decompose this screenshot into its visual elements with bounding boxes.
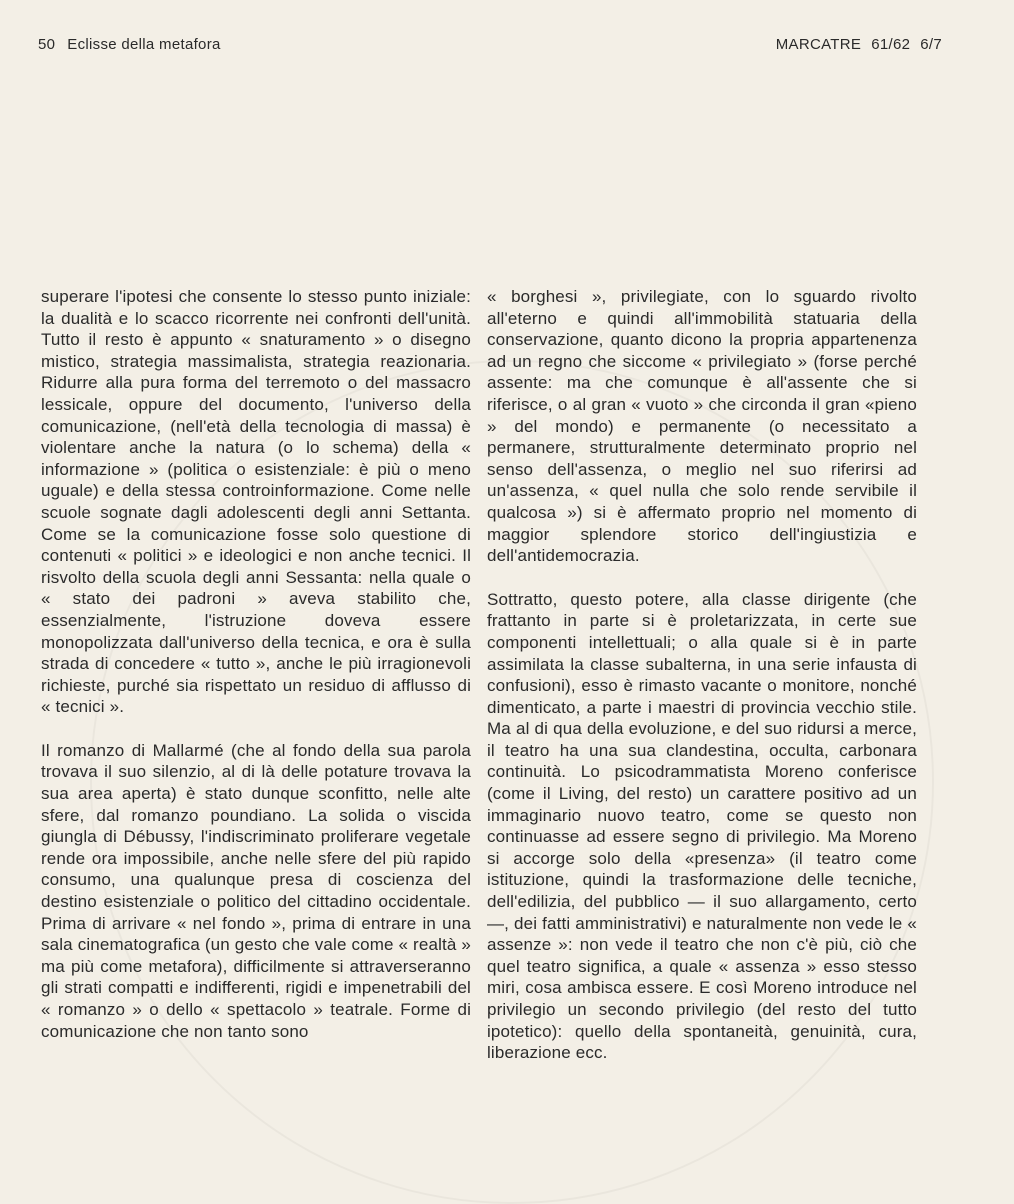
running-header-left bbox=[38, 36, 233, 53]
text-column-left bbox=[41, 286, 471, 1042]
text-column-right bbox=[487, 286, 917, 1064]
paragraph: Il romanzo di Mallarmé (che al fondo della sua parola trovava il suo silenzio, al di là delle potature trovava la sua area aperta) è stato dunque sconfitto, nelle alte sfere, dal romanzo poundiano. La solida o viscida giungla di Débussy, l'indiscriminato proliferare vegetale rende ora impossibile, anche nelle sfere del più rapido consumo, una qualunque presa di coscienza del destino esistenziale o politico del cittadino occidentale. Prima di arrivare « nel fondo », prima di entrare in una sala cinematografica (un gesto che vale come « realtà » ma più come metafora), difficilmente si attraverseranno gli strati compatti e indifferenti, rigidi e impenetrabili del « romanzo » o dello « spettacolo » teatrale. Forme di comunicazione che non tanto sono bbox=[41, 740, 471, 1041]
journal-name: MARCATRE bbox=[775, 36, 862, 53]
section-title: Eclisse della metafora bbox=[67, 36, 221, 53]
issue-sub-number: 6/7 bbox=[920, 36, 942, 53]
issue-number: 61/62 bbox=[871, 36, 911, 53]
paragraph: « borghesi », privilegiate, con lo sguardo rivolto all'eterno e quindi all'immobilità statuaria della conservazione, quanto dicono la propria appartenenza ad un regno che siccome « privilegiato » (forse perché assente: ma che comunque è all'assente che si riferisce, o al gran « vuoto » che circonda il gran «pieno » del mondo) e permanente (o necessitato a permanere, strutturalmente determinato proprio nel senso dell'assenza, o meglio nel suo riferirsi ad un'assenza, « quel nulla che solo rende servibile il qualcosa ») si è affermato proprio nel momento di maggior splendore storico dell'ingiustizia e dell'antidemocrazia. bbox=[487, 287, 917, 566]
page-number: 50 bbox=[38, 36, 56, 53]
paragraph: superare l'ipotesi che consente lo stesso punto iniziale: la dualità e lo scacco ricorrente nei confronti dell'unità. Tutto il resto è appunto « snaturamento » o disegno mistico, strategia massimalista, strategia reazionaria. Ridurre alla pura forma del terremoto o del massacro lessicale, oppure del documento, l'universo della comunicazione, (nell'età della tecnologia di massa) è violentare anche la natura (o lo schema) della « informazione » (politica o esistenziale: è più o meno uguale) e della stessa controinformazione. Come nelle scuole sognate dagli adolescenti degli anni Settanta. Come se la comunicazione fosse solo questione di contenuti « politici » e ideologici e non anche tecnici. Il risvolto della scuola degli anni Sessanta: nella quale o « stato dei padroni » aveva stabilito che, essenzialmente, l'istruzione doveva essere monopolizzata dall'universo della tecnica, e ora è sulla strada di concedere « tutto », anche le più irragionevoli richieste, purché sia rispettato un residuo di afflusso di « tecnici ». bbox=[41, 287, 471, 717]
paragraph: Sottratto, questo potere, alla classe dirigente (che frattanto in parte si è proletarizzata, in certe sue componenti intellettuali; o alla quale si è in parte assimilata la classe subalterna, in una serie infausta di confusioni), esso è rimasto vacante o monitore, nonché dimenticato, a parte i maestri di provincia vecchio stile. Ma al di qua della evoluzione, e del suo ridursi a merce, il teatro ha una sua clandestina, occulta, carbonara continuità. Lo psicodrammatista Moreno conferisce (come il Living, del resto) un carattere positivo ad un immaginario nuovo teatro, come se questo non continuasse ad essere segno di privilegio. Ma Moreno si accorge solo della «presenza» (il teatro come istituzione, quindi la trasformazione delle tecniche, dell'edilizia, del pubblico — il suo allargamento, certo —, dei fatti amministrativi) e naturalmente non vede le « assenze »: non vede il teatro che non c'è più, ciò che quel teatro significa, a quale « assenza » esso stesso miri, cosa ambisca essere. E così Moreno introduce nel privilegio un secondo privilegio (del resto del tutto ipotetico): quello della spontaneità, genuinità, cura, liberazione ecc. bbox=[487, 589, 917, 1063]
running-header-right bbox=[766, 36, 942, 53]
